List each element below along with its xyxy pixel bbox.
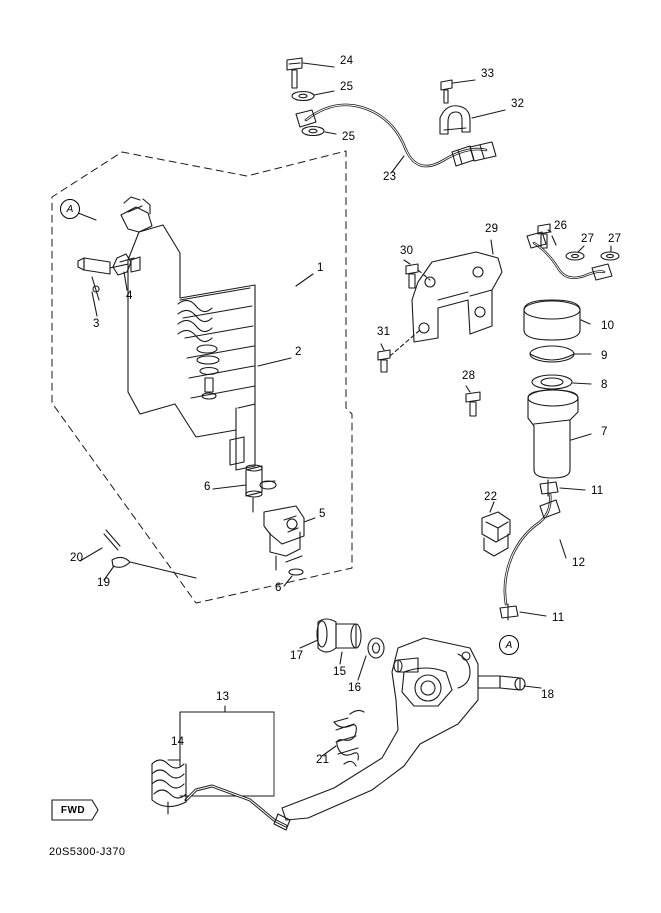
callout-27-right: 27 [608,233,622,245]
callout-24: 24 [340,55,354,67]
callout-4: 4 [126,290,133,302]
callout-11-lower: 11 [552,612,565,624]
callout-5: 5 [319,508,326,520]
callout-20: 20 [70,552,84,564]
callout-6-upper: 6 [204,481,211,493]
callout-13: 13 [216,691,230,703]
callout-22: 22 [484,491,498,503]
callout-8: 8 [601,379,608,391]
callout-21: 21 [316,754,330,766]
callout-25-lower: 25 [342,131,356,143]
section-marker-a-bottom: A [499,635,519,655]
section-marker-a-left: A [60,199,80,219]
callout-23: 23 [383,171,397,183]
callout-9: 9 [601,350,608,362]
callout-12: 12 [572,557,586,569]
callout-26: 26 [554,220,568,232]
callout-2: 2 [295,346,302,358]
callout-6-lower: 6 [275,582,282,594]
callout-7: 7 [601,426,608,438]
fwd-label: FWD [60,804,86,816]
callout-10: 10 [601,320,615,332]
callout-14: 14 [171,736,185,748]
callout-32: 32 [511,98,525,110]
callout-15: 15 [333,666,347,678]
fwd-direction-marker [49,797,97,823]
callout-31: 31 [377,326,391,338]
callout-17: 17 [290,650,304,662]
callout-11-upper: 11 [591,485,604,497]
callout-18: 18 [541,689,555,701]
callout-30: 30 [400,245,414,257]
callout-16: 16 [348,682,362,694]
drawing-code: 20S5300-J370 [49,846,126,858]
callout-19: 19 [97,577,111,589]
callout-28: 28 [462,370,476,382]
callout-27-left: 27 [581,233,595,245]
callout-1: 1 [317,262,324,274]
callout-33: 33 [481,68,495,80]
callout-25-upper: 25 [340,81,354,93]
callout-29: 29 [485,223,499,235]
callout-3: 3 [93,318,100,330]
